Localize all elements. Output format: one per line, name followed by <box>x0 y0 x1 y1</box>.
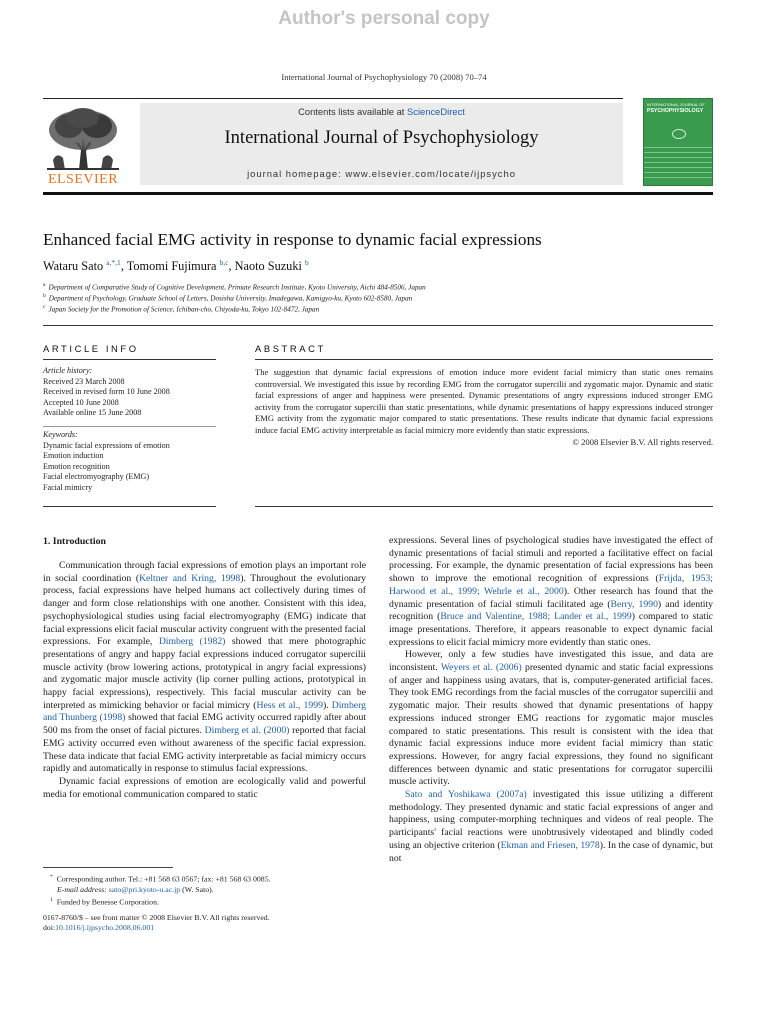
citation-link[interactable]: Dimberg and Thunberg (1998) <box>43 699 366 724</box>
keyword-item: Facial electromyography (EMG) <box>43 472 150 482</box>
citation-line: International Journal of Psychophysiology 70 (2008) 70–74 <box>281 72 487 82</box>
publisher-logo-text: ELSEVIER <box>47 172 119 187</box>
intro-paragraph: However, only a few studies have investigated this issue, and data are inconsistent. Weyers et al. (2006) presented dynamic and static facial expressions of anger and happiness using avatars, that is, computer-generated artificial faces. They took EMG recordings from the facial muscles of the corrugator supercilii and zygomatic major. Their results showed that dynamic presentations of happy expressions induced stronger EMG reactions for zygomatic major muscles compared to static presentations. This result is consistent with the idea that dynamic facial expressions induce more evident facial mimicry than static expressions. However, for angry facial expressions, they found no significant differences between dynamic and static presentations for corrugator supercilii muscle activity. <box>389 649 713 788</box>
article-history <box>43 366 216 419</box>
masthead-bottom-rule <box>43 192 713 195</box>
doi-link[interactable]: 10.1016/j.ijpsycho.2008.06.001 <box>55 923 155 933</box>
abstract-bottom-rule <box>255 506 713 507</box>
affiliation-text: Department of Comparative Study of Cognitive Development, Primate Research Institute, Kyoto University, Aichi 484-8506, Japan <box>48 283 426 292</box>
history-item: Received in revised form 10 June 2008 <box>43 387 170 397</box>
abstract-heading: ABSTRACT <box>255 343 326 354</box>
affiliation-text: Japan Society for the Promotion of Science, Ichiban-cho, Chiyoda-ku, Tokyo 102-8472, Japan <box>48 305 320 314</box>
author-marks[interactable]: a,*,1 <box>106 258 121 267</box>
keyword-item: Emotion induction <box>43 451 104 461</box>
article-info-bottom-rule <box>43 506 216 507</box>
keyword-item: Facial mimicry <box>43 482 93 492</box>
cover-stripe <box>644 157 713 158</box>
author-list: Wataru Sato $^{a,*,1}$, Tomomi Fujimura $^{b,c}$, Naoto Suzuki $^b$ <box>43 258 309 274</box>
contents-line <box>140 106 623 117</box>
abstract-text: The suggestion that dynamic facial expressions of emotion induce more evident facial mimicry than static ones remains controversial. We investigated this issue by recording EMG from the corrugator supercilii and zygomatic major. Dynamic and static facial expressions of anger and happiness were presented. Dynamic presentations of angry expressions induced stronger EMG activity from the corrugator supercilii than static presentations, while dynamic presentations of happy expressions induced stronger EMG activity from the zygomatic major compared to static presentations. These results indicate that dynamic facial expressions induce facial EMG activity interpretable as facial mimicry more evidently than static expressions. <box>255 367 713 435</box>
affiliation-mark: b <box>43 293 46 299</box>
keywords-label: Keywords: <box>43 430 78 439</box>
author-marks[interactable]: b <box>304 258 309 267</box>
abstract-copyright: © 2008 Elsevier B.V. All rights reserved. <box>572 436 713 447</box>
intro-paragraph: Communication through facial expressions of emotion plays an important role in social coordination (Keltner and Kring, 1998). Throughout the evolutionary process, facial expressions have helped humans act collectively during times of danger and form close relationships with one another. Consistent with this idea, psychophysiological studies using facial electromyography (EMG) indicate that facial expressions elicit facial muscular activity congruent with the presented facial expressions. For example, Dimberg (1982) showed that mere photographic presentations of angry and happy facial expressions induced corrugator supercilii muscle activity (brow lowering actions, prototypical in angry facial expressions) and zygomatic major muscle activity (lip corner pulling actions, prototypical in happy facial expressions), respectively. This facial muscular activity can be interpreted as mimicking behavior or facial mimicry (Hess et al., 1999). Dimberg and Thunberg (1998) showed that facial EMG activity occurred rapidly after about 500 ms from the onset of facial pictures. Dimberg et al. (2000) reported that facial EMG activity occurred even without awareness of the specific facial expression. These data indicate that facial EMG activity interpretable as facial mimicry occurs rapidly and automatically in response to stimulus facial expressions. <box>43 560 367 775</box>
watermark: Author's personal copy <box>278 8 490 29</box>
citation-link[interactable]: Dimberg (1982) <box>158 636 226 648</box>
keyword-item: Emotion recognition <box>43 461 110 471</box>
header-rule <box>43 98 623 99</box>
cover-title-line1: INTERNATIONAL JOURNAL OF <box>647 102 705 107</box>
cover-stripe <box>644 152 713 153</box>
cover-stripe <box>644 167 713 168</box>
footnote-mark: * <box>50 874 53 880</box>
history-item: Available online 15 June 2008 <box>43 408 142 418</box>
affiliation-mark: a <box>43 282 46 288</box>
citation-link[interactable]: Bruce and Valentine, 1988; Lander et al., 1999 <box>440 611 632 623</box>
affiliation-a <box>43 282 723 291</box>
keyword-item: Dynamic facial expressions of emotion <box>43 440 170 450</box>
email-link[interactable]: sato@pri.kyoto-u.ac.jp <box>108 885 181 894</box>
keywords <box>43 430 216 494</box>
footnote-corresponding-text: Corresponding author. Tel.: +81 568 63 0567; fax: +81 568 63 0085. <box>56 874 271 884</box>
cover-title-line2: PSYCHOPHYSIOLOGY <box>647 107 704 114</box>
email-suffix: (W. Sato). <box>182 885 214 894</box>
author-name: Wataru Sato <box>43 259 107 274</box>
journal-title: International Journal of Psychophysiology <box>224 128 539 148</box>
body-left-column <box>43 560 366 801</box>
citation-link[interactable]: Hess et al., 1999 <box>256 699 323 711</box>
history-label: Article history: <box>43 366 93 375</box>
cover-stripe <box>644 162 713 163</box>
affiliation-text: Department of Psychology, Graduate School of Letters, Dosisha University, Imadegawa, Kamigyo-ku, Kyoto 602-8580, Japan <box>48 294 413 303</box>
article-info-heading: ARTICLE INFO <box>43 343 139 354</box>
sciencedirect-link[interactable]: ScienceDirect <box>407 106 465 117</box>
cover-stripe <box>644 147 713 148</box>
citation-link[interactable]: Berry, 1990 <box>610 598 658 610</box>
author-marks[interactable]: b,c <box>219 258 229 267</box>
keywords-rule <box>43 426 216 427</box>
front-matter-info <box>43 913 383 934</box>
contents-prefix: Contents lists available at <box>298 106 405 117</box>
abstract-rule <box>255 359 713 360</box>
journal-homepage-link[interactable]: journal homepage: www.elsevier.com/locate/ijpsycho <box>247 168 516 179</box>
footnote-corresponding <box>50 872 370 908</box>
article-info-rule <box>43 359 216 360</box>
affiliation-mark: c <box>43 304 46 310</box>
citation-link[interactable]: Sato and Yoshikawa (2007a) <box>405 789 527 801</box>
intro-paragraph: Dynamic facial expressions of emotion are ecologically valid and powerful media for emotional communication compared to static <box>43 775 366 800</box>
body-right-column <box>389 535 713 865</box>
intro-paragraph: expressions. Several lines of psychological studies have investigated the effect of dynamic presentations of facial stimuli and reported a facilitative effect on facial processing. For example, the dynamic presentation of facial expressions has been shown to improve the emotional recognition of expressions (Frijda, 1953; Harwood et al., 1999; Wehrle et al., 2000). Other research has found that the dynamic presentation of facial stimuli facilitated age (Berry, 1990) and identity recognition (Bruce and Valentine, 1988; Lander et al., 1999) compared to static image presentations. Therefore, it appears reasonable to expect dynamic facial expressions to elicit facial mimicry more evidently than static ones. <box>389 535 714 648</box>
cover-stripe <box>644 177 713 178</box>
issn-line: 0167-8760/$ – see front matter © 2008 Elsevier B.V. All rights reserved. <box>43 913 270 922</box>
cover-title <box>647 103 711 114</box>
history-item: Received 23 March 2008 <box>43 376 125 386</box>
affiliation-c <box>43 304 723 313</box>
author-name: Naoto Suzuki <box>234 259 305 274</box>
email-label: E-mail address: <box>57 885 107 894</box>
doi-line <box>43 923 383 933</box>
citation-link[interactable]: Weyers et al. (2006) <box>440 662 522 674</box>
intro-paragraph: Sato and Yoshikawa (2007a) investigated this issue utilizing a different methodology. They presented dynamic and static facial expressions of anger and happiness, using computer-morphing techniques and videos of real people. The participants' facial reactions were unobtrusively videotaped and blindly coded using an objective criterion (Ekman and Friesen, 1978). In the case of dynamic, but not <box>389 789 713 864</box>
cover-emblem-icon <box>672 129 686 139</box>
journal-cover-image <box>643 98 713 186</box>
history-item: Accepted 10 June 2008 <box>43 397 119 407</box>
footnote-mark: 1 <box>50 897 53 904</box>
citation-link[interactable]: Frijda, 1953; Harwood et al., 1999; Wehrle et al., 2000 <box>389 573 713 597</box>
citation-link[interactable]: Ekman and Friesen, 1978 <box>500 839 600 851</box>
section-heading-introduction: 1. Introduction <box>43 536 106 547</box>
footnote-funding: Funded by Benesse Corporation. <box>56 898 159 907</box>
cover-stripe <box>644 172 713 173</box>
article-title: Enhanced facial EMG activity in response to dynamic facial expressions <box>43 230 542 249</box>
affiliation-b <box>43 293 723 302</box>
author-name: Tomomi Fujimura <box>126 259 220 274</box>
citation-link[interactable]: Dimberg et al. (2000) <box>204 725 290 737</box>
footnote-rule <box>43 867 173 868</box>
doi-label: doi: <box>43 923 56 933</box>
citation-link[interactable]: Keltner and Kring, 1998 <box>139 572 241 584</box>
abstract-body <box>255 367 713 448</box>
section-rule <box>43 325 713 326</box>
